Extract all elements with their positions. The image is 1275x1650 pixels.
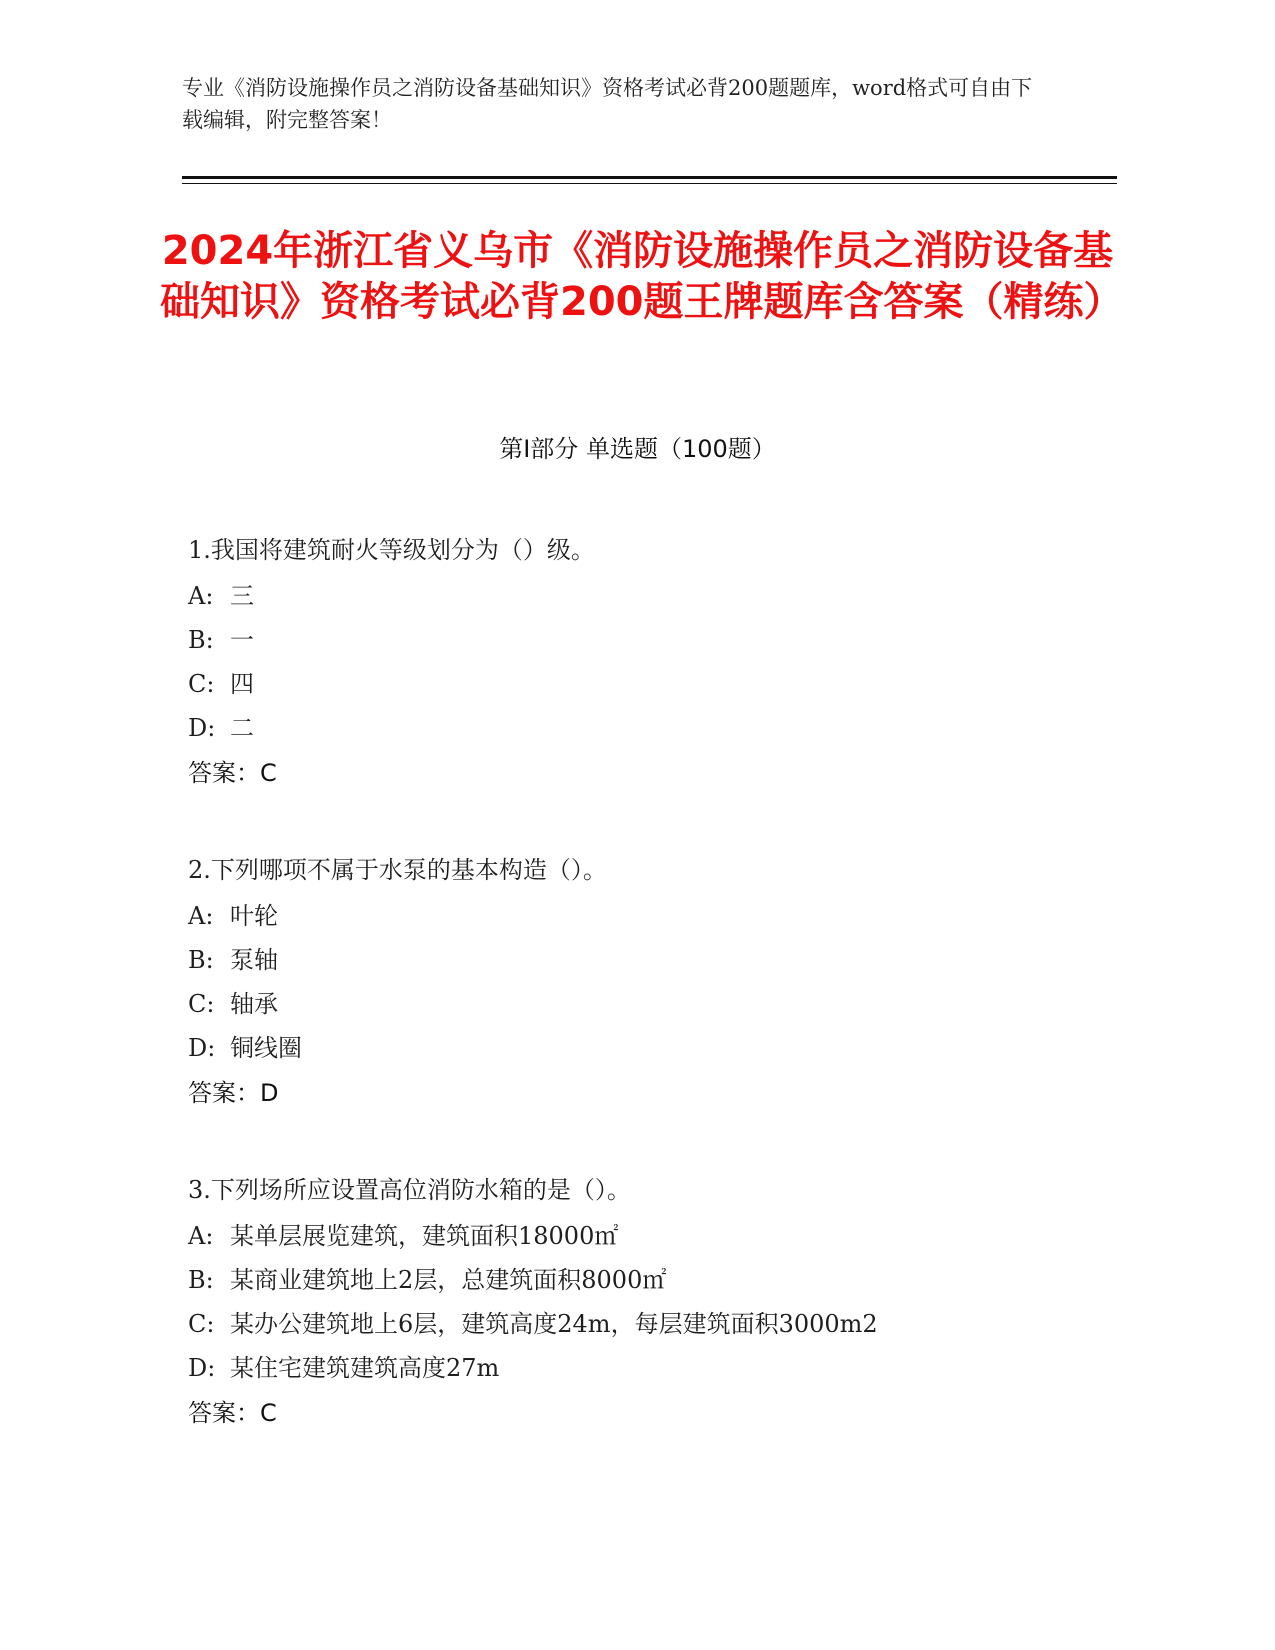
answer-line: 答案：D	[188, 1079, 279, 1107]
option-b	[188, 938, 607, 982]
option-label: A:	[188, 902, 214, 930]
header-divider-thin	[182, 183, 1117, 184]
option-text: 叶轮	[230, 902, 278, 930]
option-label: B:	[188, 626, 214, 654]
header-note: 专业《消防设施操作员之消防设备基础知识》资格考试必背200题题库，word格式可自由下载编辑，附完整答案！	[182, 76, 1033, 132]
section-heading: 第I部分 单选题（100题）	[499, 435, 776, 463]
option-text: 某办公建筑地上6层，建筑高度24m，每层建筑面积3000m2	[230, 1310, 878, 1338]
option-label: B:	[188, 946, 214, 974]
question-1	[188, 528, 595, 796]
option-a	[188, 574, 595, 618]
option-label: D:	[188, 1354, 216, 1382]
option-label: A:	[188, 1222, 214, 1250]
option-text: 某单层展览建筑，建筑面积18000㎡	[230, 1222, 619, 1250]
option-label: C:	[188, 990, 215, 1018]
option-b	[188, 1258, 878, 1302]
option-a	[188, 894, 607, 938]
option-text: 轴承	[230, 990, 278, 1018]
option-label: D:	[188, 714, 216, 742]
option-label: D:	[188, 1034, 216, 1062]
header-divider-thick	[182, 176, 1117, 179]
option-text: 某住宅建筑建筑高度27m	[230, 1354, 500, 1382]
option-label: C:	[188, 670, 215, 698]
option-d	[188, 706, 595, 750]
answer-line: 答案：C	[188, 1399, 277, 1427]
option-b	[188, 618, 595, 662]
option-d	[188, 1346, 878, 1390]
document-title: 2024年浙江省义乌市《消防设施操作员之消防设备基础知识》资格考试必背200题王牌题库含答案（精练）	[160, 228, 1124, 325]
option-c	[188, 1302, 878, 1346]
answer-line: 答案：C	[188, 759, 277, 787]
option-text: 铜线圈	[230, 1034, 302, 1062]
option-c	[188, 982, 607, 1026]
option-text: 四	[230, 670, 254, 698]
option-text: 泵轴	[230, 946, 278, 974]
option-text: 二	[230, 714, 254, 742]
question-3	[188, 1168, 878, 1436]
question-2	[188, 848, 607, 1116]
option-text: 某商业建筑地上2层，总建筑面积8000㎡	[230, 1266, 667, 1294]
option-label: C:	[188, 1310, 215, 1338]
option-label: A:	[188, 582, 214, 610]
option-label: B:	[188, 1266, 214, 1294]
option-text: 一	[230, 626, 254, 654]
question-stem: 1.我国将建筑耐火等级划分为（）级。	[188, 536, 595, 564]
question-stem: 3.下列场所应设置高位消防水箱的是（）。	[188, 1176, 631, 1204]
option-a	[188, 1214, 878, 1258]
option-c	[188, 662, 595, 706]
option-text: 三	[230, 582, 254, 610]
option-d	[188, 1026, 607, 1070]
question-stem: 2.下列哪项不属于水泵的基本构造（）。	[188, 856, 607, 884]
